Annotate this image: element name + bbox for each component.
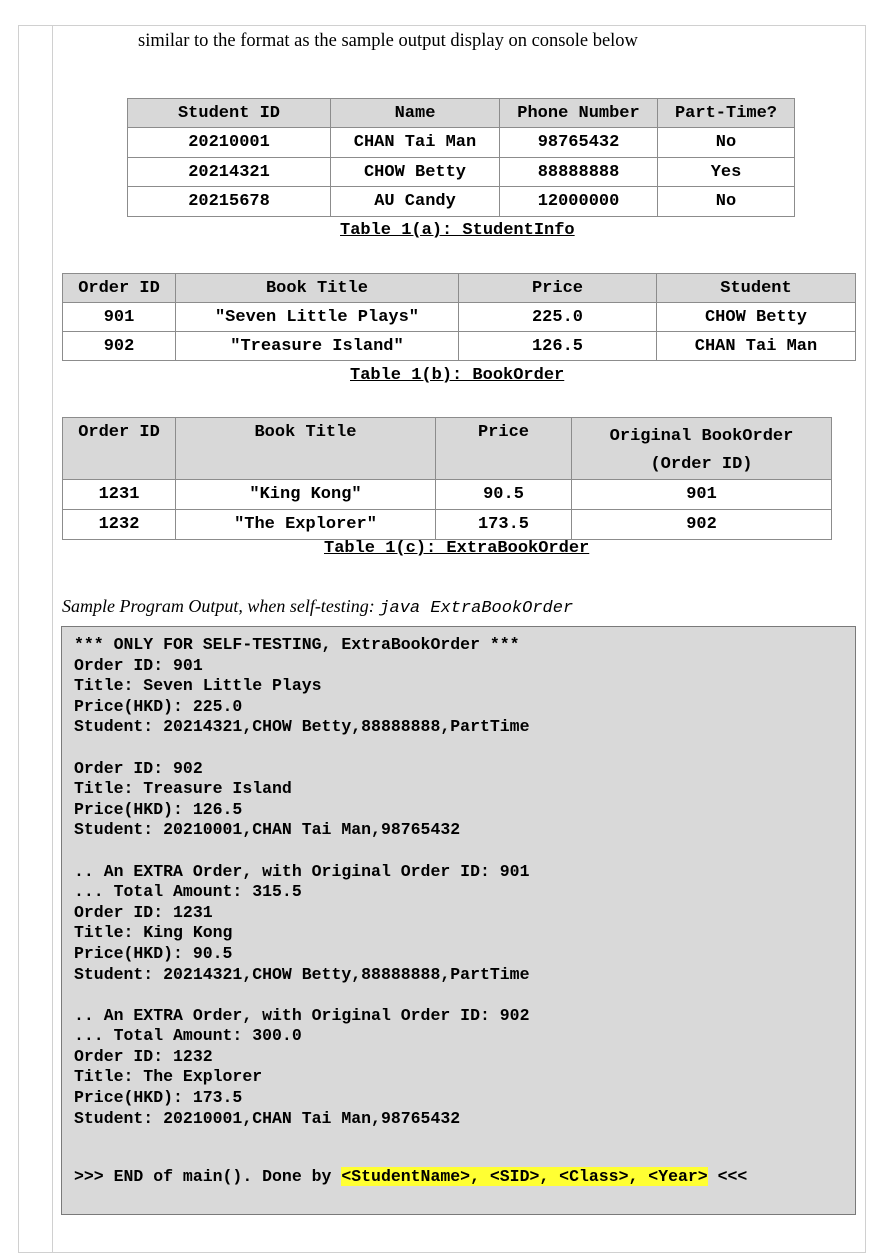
cell: No xyxy=(658,187,795,217)
cell: 902 xyxy=(572,510,832,540)
table-row xyxy=(63,303,856,332)
cell: 20214321 xyxy=(128,158,331,187)
header-original-book-order xyxy=(572,418,832,480)
cell: CHOW Betty xyxy=(657,303,856,332)
cell: 20215678 xyxy=(128,187,331,217)
cell: 126.5 xyxy=(459,332,657,361)
console-output xyxy=(61,626,856,1215)
cell: 98765432 xyxy=(500,128,658,158)
header-original-book-order-line2: (Order ID) xyxy=(650,455,753,474)
sample-heading-text: Sample Program Output, when self-testing: xyxy=(62,596,380,616)
cell: CHAN Tai Man xyxy=(657,332,856,361)
table-row xyxy=(128,158,795,187)
console-text: *** ONLY FOR SELF-TESTING, ExtraBookOrder *** Order ID: 901 Title: Seven Little Plays Price(HKD): 225.0 Student: 20214321,CHOW Betty,88888888,PartTime Order ID: 902 Title: Treasure Island Price(HKD): 126.5 Student: 20210001,CHAN Tai Man,98765432 .. An EXTRA Order, with Original Order ID: 901 ... Total Amount: 315.5 Order ID: 1231 Title: King Kong Price(HKD): 90.5 Student: 20214321,CHOW Betty,88888888,PartTime .. An EXTRA Order, with Original Order ID: 902 ... Total Amount: 300.0 Order ID: 1232 Title: The Explorer Price(HKD): 173.5 Student: 20210001,CHAN Tai Man,98765432 xyxy=(74,635,530,1128)
header-price: Price xyxy=(436,418,572,480)
cell: 225.0 xyxy=(459,303,657,332)
caption-book-order: Table 1(b): BookOrder xyxy=(350,366,565,385)
header-phone-number: Phone Number xyxy=(500,99,658,128)
header-original-book-order-line1: Original BookOrder xyxy=(609,427,794,446)
cell: Yes xyxy=(658,158,795,187)
table-row xyxy=(63,510,832,540)
console-end-line xyxy=(74,1167,747,1186)
sample-output-heading xyxy=(62,596,573,618)
header-order-id: Order ID xyxy=(63,274,176,303)
header-part-time: Part-Time? xyxy=(658,99,795,128)
cell: 173.5 xyxy=(436,510,572,540)
header-book-title: Book Title xyxy=(176,418,436,480)
cell: "King Kong" xyxy=(176,480,436,510)
intro-text: similar to the format as the sample output display on console below xyxy=(138,31,638,51)
header-student-id: Student ID xyxy=(128,99,331,128)
table-row xyxy=(128,187,795,217)
cell: 902 xyxy=(63,332,176,361)
cell: 20210001 xyxy=(128,128,331,158)
cell: 1232 xyxy=(63,510,176,540)
margin-line xyxy=(52,25,53,1253)
cell: CHOW Betty xyxy=(331,158,500,187)
end-highlight: <StudentName>, <SID>, <Class>, <Year> xyxy=(341,1167,708,1186)
cell: 1231 xyxy=(63,480,176,510)
header-name: Name xyxy=(331,99,500,128)
header-book-title: Book Title xyxy=(176,274,459,303)
header-order-id: Order ID xyxy=(63,418,176,480)
cell: 901 xyxy=(572,480,832,510)
table-row xyxy=(128,128,795,158)
cell: 12000000 xyxy=(500,187,658,217)
book-order-table xyxy=(62,273,856,361)
end-prefix: >>> END of main(). Done by xyxy=(74,1167,342,1186)
cell: "The Explorer" xyxy=(176,510,436,540)
table-row xyxy=(63,480,832,510)
cell: No xyxy=(658,128,795,158)
cell: AU Candy xyxy=(331,187,500,217)
cell: 88888888 xyxy=(500,158,658,187)
cell: "Treasure Island" xyxy=(176,332,459,361)
sample-command: java ExtraBookOrder xyxy=(379,599,574,618)
table-row xyxy=(63,332,856,361)
caption-student-info: Table 1(a): StudentInfo xyxy=(340,221,575,240)
header-student: Student xyxy=(657,274,856,303)
cell: "Seven Little Plays" xyxy=(176,303,459,332)
header-price: Price xyxy=(459,274,657,303)
caption-extra-book-order: Table 1(c): ExtraBookOrder xyxy=(324,539,590,558)
cell: 901 xyxy=(63,303,176,332)
cell: 90.5 xyxy=(436,480,572,510)
end-suffix: <<< xyxy=(707,1167,748,1186)
student-info-table xyxy=(127,98,795,217)
extra-book-order-table xyxy=(62,417,832,540)
cell: CHAN Tai Man xyxy=(331,128,500,158)
